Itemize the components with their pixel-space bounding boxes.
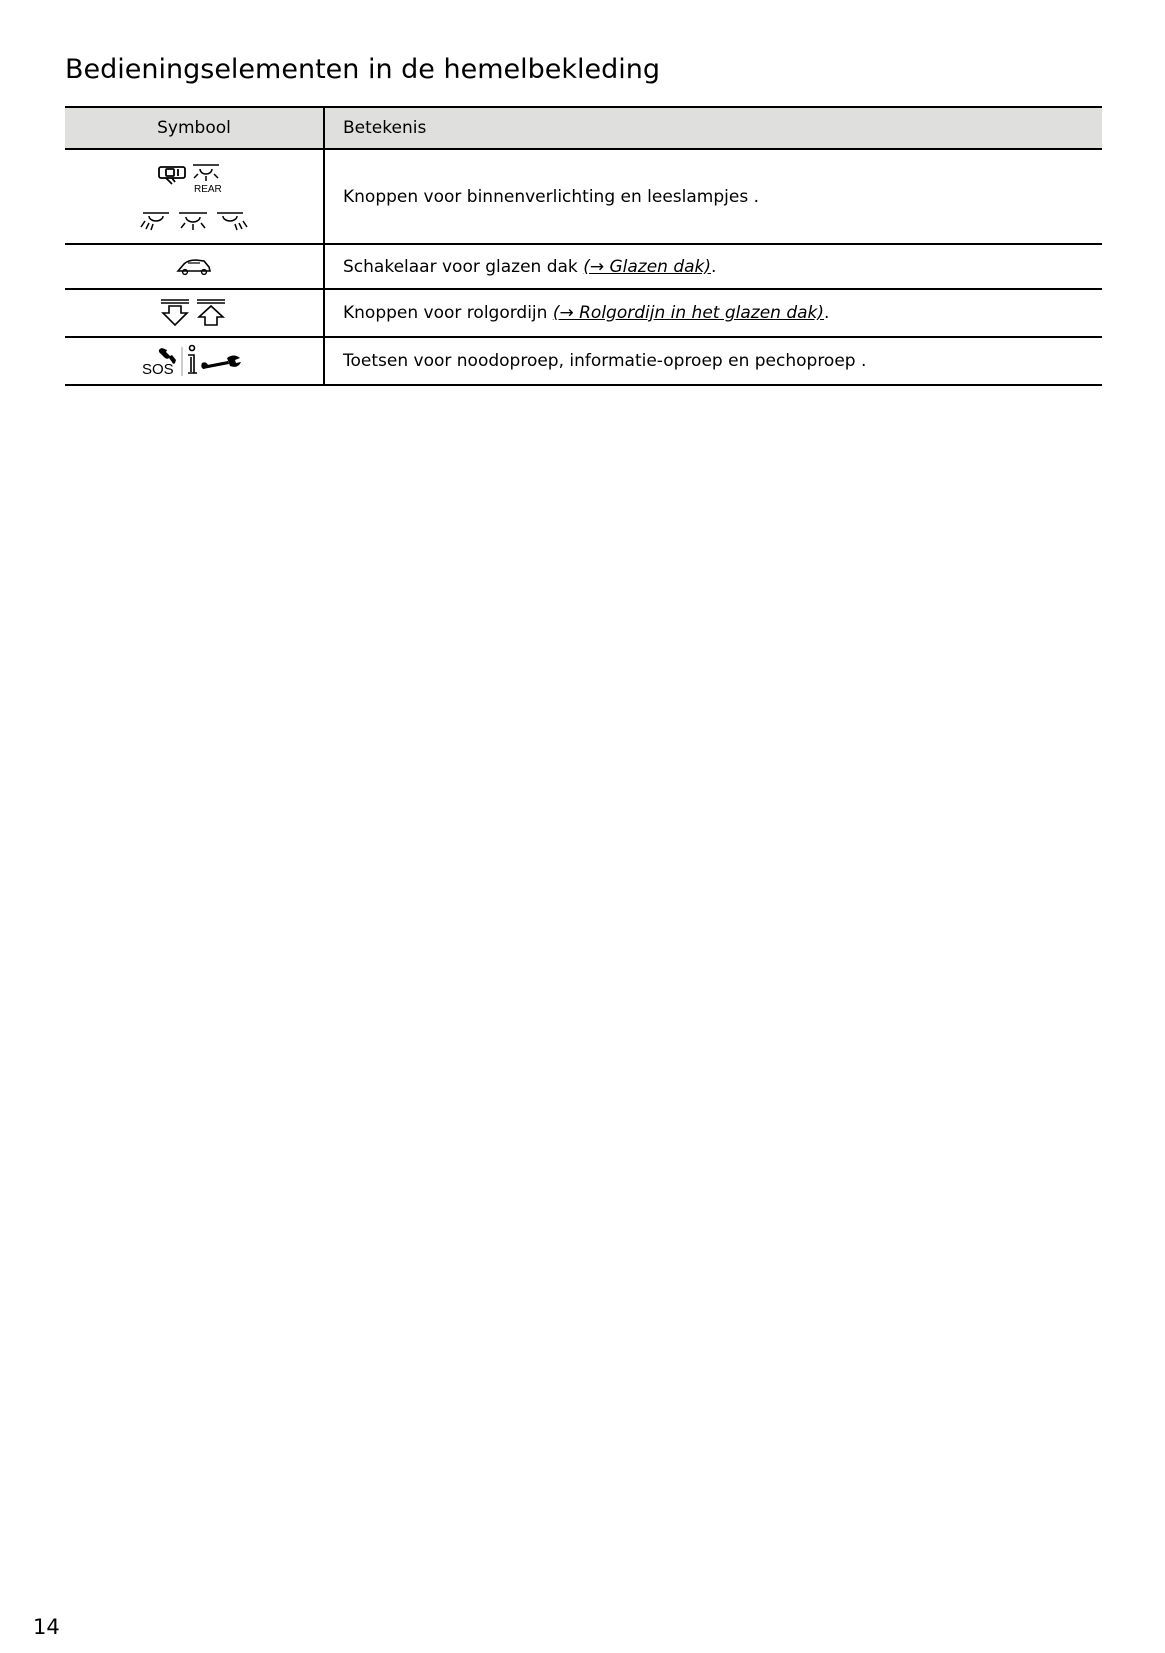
meaning-cell [324,244,1102,289]
interior-light-icon [179,213,207,230]
symbol-cell [65,244,324,289]
roller-blind-link[interactable]: (→ Rolgordijn in het glazen dak) [552,303,825,323]
rear-light-icon [193,165,219,181]
table-row [65,149,1102,244]
meaning-cell [324,149,1102,244]
meaning-text: Knoppen voor rolgordijn [343,303,553,323]
symbol-cell [65,289,324,337]
meaning-text: Knoppen voor binnenverlichting en leeslampjes . [343,186,760,207]
call-icon-group [142,343,246,379]
meaning-suffix: . [711,256,717,277]
meaning-suffix: . [824,303,830,323]
meaning-cell [324,337,1102,385]
reading-light-icon [159,167,185,184]
table-row [65,289,1102,337]
table-row [65,337,1102,385]
wrench-icon [201,356,241,370]
blind-close-icon [161,300,189,325]
page-title: Bedieningselementen in de hemelbekleding [65,54,661,85]
header-symbol: Symbool [65,107,324,149]
symbol-cell [65,337,324,385]
front-left-light-icon [141,213,169,230]
table-row [65,244,1102,289]
controls-table [65,106,1102,386]
blind-open-icon [197,300,225,325]
rear-label: REAR [194,183,222,195]
symbol-cell [65,149,324,244]
page-number: 14 [33,1615,60,1639]
table-header-row [65,107,1102,149]
blind-icon-group [159,297,229,329]
info-icon [188,346,197,374]
glass-roof-icon [174,255,214,279]
sos-phone-icon [142,348,176,378]
meaning-cell [324,289,1102,337]
controls-table-wrapper [65,106,1102,386]
lights-icon-group [139,157,249,237]
sos-label: SOS [142,361,174,378]
meaning-text: Schakelaar voor glazen dak [343,256,584,277]
front-right-light-icon [217,213,247,230]
glass-roof-link[interactable]: (→ Glazen dak) [583,256,712,277]
meaning-text: Toetsen voor noodoproep, informatie-oproep en pechoproep . [343,351,867,371]
header-meaning: Betekenis [324,107,1102,149]
